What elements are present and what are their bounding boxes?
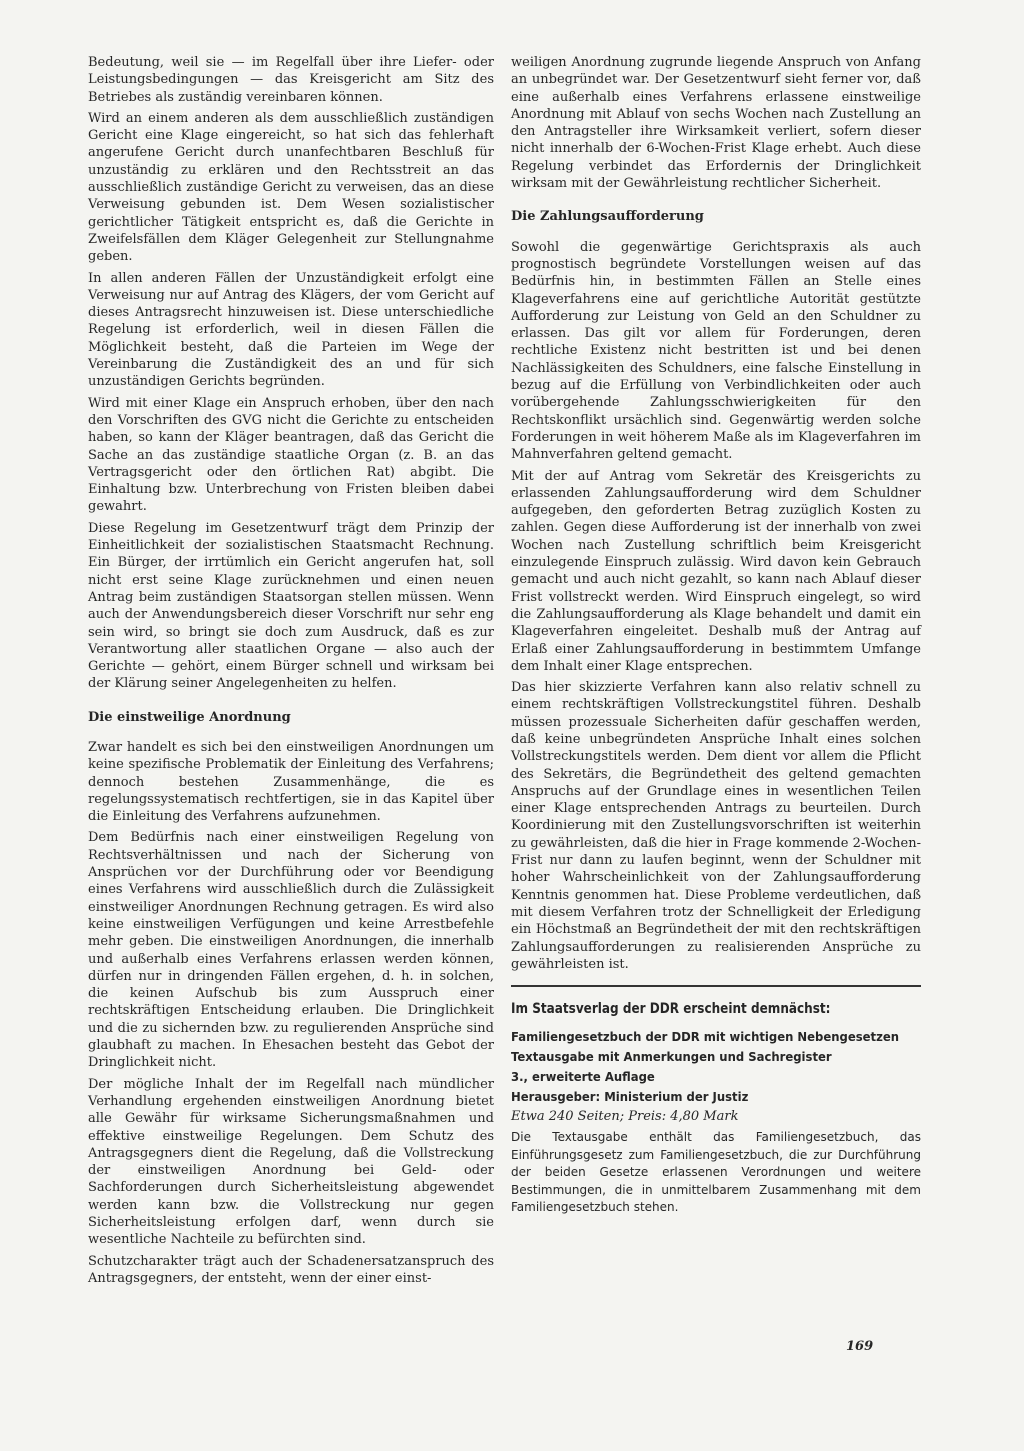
paragraph: Mit der auf Antrag vom Sekretär des Kreisgerichts zu erlassenden Zahlungsaufforderung wird dem Schuldner aufgegeben, den geforderten Betrag zuzüglich Kosten zu zahlen. Gegen diese Aufforderung ist der innerhalb von zwei Wochen nach Zustellung schriftlich beim Kreisgericht einzulegende Einspruch zulässig. Wird davon kein Gebrauch gemacht und auch nicht gezahlt, so kann nach Ablauf dieser Frist vollstreckt werden. Wird Einspruch eingelegt, so wird die Zahlungsaufforderung als Klage behandelt und damit ein Klageverfahren eingeleitet. Deshalb muß der Antrag auf Erlaß einer Zahlungsaufforderung in bestimmtem Umfange dem Inhalt einer Klage entsprechen.: [511, 468, 921, 674]
section-heading-zahlungsaufforderung: Die Zahlungsaufforderung: [511, 209, 704, 225]
paragraph: Das hier skizzierte Verfahren kann also relativ schnell zu einem rechtskräftigen Vollstreckungstitel führen. Deshalb müssen prozessuale Sicherheiten dafür geschaffen werden, daß keine unbegründeten Ansprüche Inhalt eines solchen Vollstreckungstitels werden. Dem dient vor allem die Pflicht des Sekretärs, die Begründetheit des geltend gemachten Anspruchs auf der Grundlage eines in wesentlichen Teilen einer Klage entsprechenden Antrags zu beurteilen. Durch Koordinierung mit den Zustellungsvorschriften ist weiterhin zu gewährleisten, daß die hier in Frage kommende 2-Wochen-Frist nur dann zu laufen beginnt, wenn der Schuldner mit hoher Wahrscheinlichkeit von der Zahlungsaufforderung Kenntnis genommen hat. Diese Probleme verdeutlichen, daß mit diesem Verfahren trotz der Schnelligkeit der Erledigung ein Höchstmaß an Begründetheit der mit den rechtskräftigen Zahlungsaufforderungen zu realisierenden Ansprüche zu gewährleisten ist.: [511, 680, 921, 972]
book-edition: 3., erweiterte Auflage: [511, 1069, 655, 1085]
book-subtitle: Textausgabe mit Anmerkungen und Sachregister: [511, 1049, 832, 1065]
paragraph: Sowohl die gegenwärtige Gerichtspraxis als auch prognostisch begründete Vorstellungen weisen auf das Bedürfnis hin, in bestimmten Fällen an Stelle eines Klageverfahrens eine auf gerichtliche Autorität gestützte Aufforderung zur Leistung von Geld an den Schuldner zu erlassen. Das gilt vor allem für Forderungen, deren rechtliche Existenz nicht bestritten ist und bei denen Nachlässigkeiten des Schuldners, eine falsche Einstellung in bezug auf die Erfüllung von Verbindlichkeiten oder auch vorübergehende Zahlungsschwierigkeiten für den Rechtskonflikt ursächlich sind. Gegenwärtig werden solche Forderungen in weit höherem Maße als im Klageverfahren im Mahnverfahren geltend gemacht.: [511, 239, 921, 463]
paragraph: Zwar handelt es sich bei den einstweiligen Anordnungen um keine spezifische Problematik der Einleitung des Verfahrens; dennoch bestehen Zusammenhänge, die es regelungssystematisch rechtfertigen, sie in das Kapitel über die Einleitung des Verfahrens aufzunehmen.: [88, 739, 494, 825]
paragraph: Der mögliche Inhalt der im Regelfall nach mündlicher Verhandlung ergehenden einstweiligen Anordnung bietet alle Gewähr für wirksame Sicherungsmaßnahmen und effektive einstweilige Regelungen. Dem Schutz des Antragsgegners dient die Regelung, daß die Vollstreckung der einstweiligen Anordnung bei Geld- oder Sachforderungen durch Sicherheitsleistung abgewendet werden kann bzw. die Vollstreckung nur gegen Sicherheitsleistung erfolgen darf, wenn durch sie wesentliche Nachteile zu befürchten sind.: [88, 1076, 494, 1248]
paragraph: Wird mit einer Klage ein Anspruch erhoben, über den nach den Vorschriften des GVG nicht die Gerichte zu entscheiden haben, so kann der Kläger beantragen, daß das Gericht die Sache an das zuständige staatliche Organ (z. B. an das Vertragsgericht oder den örtlichen Rat) abgibt. Die Einhaltung bzw. Unterbrechung von Fristen bleiben dabei gewahrt.: [88, 395, 494, 515]
book-title: Familiengesetzbuch der DDR mit wichtigen Nebengesetzen: [511, 1029, 900, 1045]
divider-rule: [511, 985, 921, 987]
section-heading-einstweilige-anordnung: Die einstweilige Anordnung: [88, 709, 291, 725]
paragraph: Dem Bedürfnis nach einer einstweiligen Regelung von Rechtsverhältnissen und nach der Sicherung von Ansprüchen vor der Durchführung oder vor Beendigung eines Verfahrens wird ausschließlich durch die Zulässigkeit einstweiliger Anordnungen Rechnung getragen. Es wird also keine einstweiligen Verfügungen und keine Arrestbefehle mehr geben. Die einstweiligen Anordnungen, die innerhalb und außerhalb eines Verfahrens erlassen werden können, dürfen nur in dringenden Fällen ergehen, d. h. in solchen, die keinen Aufschub bis zum Ausspruch einer rechtskräftigen Entscheidung erlauben. Die Dringlichkeit und die zu sichernden bzw. zu regulierenden Ansprüche sind glaubhaft zu machen. In Ehesachen besteht das Gebot der Dringlichkeit nicht.: [88, 830, 494, 1071]
book-editor: Herausgeber: Ministerium der Justiz: [511, 1089, 749, 1105]
book-description: Die Textausgabe enthält das Familiengesetzbuch, das Einführungsgesetz zum Familiengesetzbuch, die zur Durchführung der beiden Gesetze erlassenen Verordnungen und weitere Bestimmungen, die in unmittelbarem Zusammenhang mit dem Familiengesetzbuch stehen.: [511, 1130, 921, 1215]
paragraph: Bedeutung, weil sie — im Regelfall über ihre Liefer- oder Leistungsbedingungen — das Kreisgericht am Sitz des Betriebes als zuständig vereinbaren können.: [88, 55, 494, 105]
paragraph: Schutzcharakter trägt auch der Schadenersatzanspruch des Antragsgegners, der entsteht, wenn der einer einst-: [88, 1253, 494, 1286]
paragraph: Diese Regelung im Gesetzentwurf trägt dem Prinzip der Einheitlichkeit der sozialistischen Staatsmacht Rechnung. Ein Bürger, der irrtümlich ein Gericht angerufen hat, soll nicht erst seine Klage zurücknehmen und einen neuen Antrag beim zuständigen Staatsorgan stellen müssen. Wenn auch der Anwendungsbereich dieser Vorschrift nur sehr eng sein wird, so bringt sie doch zum Ausdruck, daß es zur Verantwortung aller staatlichen Organe — also auch der Gerichte — gehört, einem Bürger schnell und wirksam bei der Klärung seiner Angelegenheiten zu helfen.: [88, 520, 494, 692]
page-number: 169: [846, 1339, 874, 1354]
paragraph: weiligen Anordnung zugrunde liegende Anspruch von Anfang an unbegründet war. Der Gesetzentwurf sieht ferner vor, daß eine außerhalb eines Verfahrens erlassene einstweilige Anordnung mit Ablauf von sechs Wochen nach Zustellung an den Antragsteller ihre Wirksamkeit verliert, sofern dieser nicht innerhalb der 6-Wochen-Frist Klage erhebt. Auch diese Regelung verbindet das Erfordernis der Dringlichkeit wirksam mit der Gewährleistung rechtlicher Sicherheit.: [511, 55, 921, 192]
publisher-announcement: [511, 1001, 921, 1217]
paragraph: Wird an einem anderen als dem ausschließlich zuständigen Gericht eine Klage eingereicht, so hat sich das fehlerhaft angerufene Gericht durch unanfechtbaren Beschluß für unzuständig zu erklären und den Rechtsstreit an das ausschließlich zuständige Gericht zu verweisen, das an diese Verweisung gebunden ist. Dem Wesen sozialistischer gerichtlicher Tätigkeit entspricht es, daß die Gerichte in Zweifelsfällen dem Kläger Gelegenheit zur Stellungnahme geben.: [88, 110, 494, 265]
announcement-heading: Im Staatsverlag der DDR erscheint demnächst:: [511, 1001, 831, 1018]
left-column: [88, 54, 494, 1291]
book-pages-price: Etwa 240 Seiten; Preis: 4,80 Mark: [511, 1109, 739, 1125]
right-column: [511, 54, 921, 1217]
paragraph: In allen anderen Fällen der Unzuständigkeit erfolgt eine Verweisung nur auf Antrag des Klägers, der vom Gericht auf dieses Antragsrecht hinzuweisen ist. Diese unterschiedliche Regelung ist erforderlich, weil in diesen Fällen die Möglichkeit besteht, daß die Parteien im Wege der Vereinbarung die Zuständigkeit des an und für sich unzuständigen Gerichts begründen.: [88, 270, 494, 390]
